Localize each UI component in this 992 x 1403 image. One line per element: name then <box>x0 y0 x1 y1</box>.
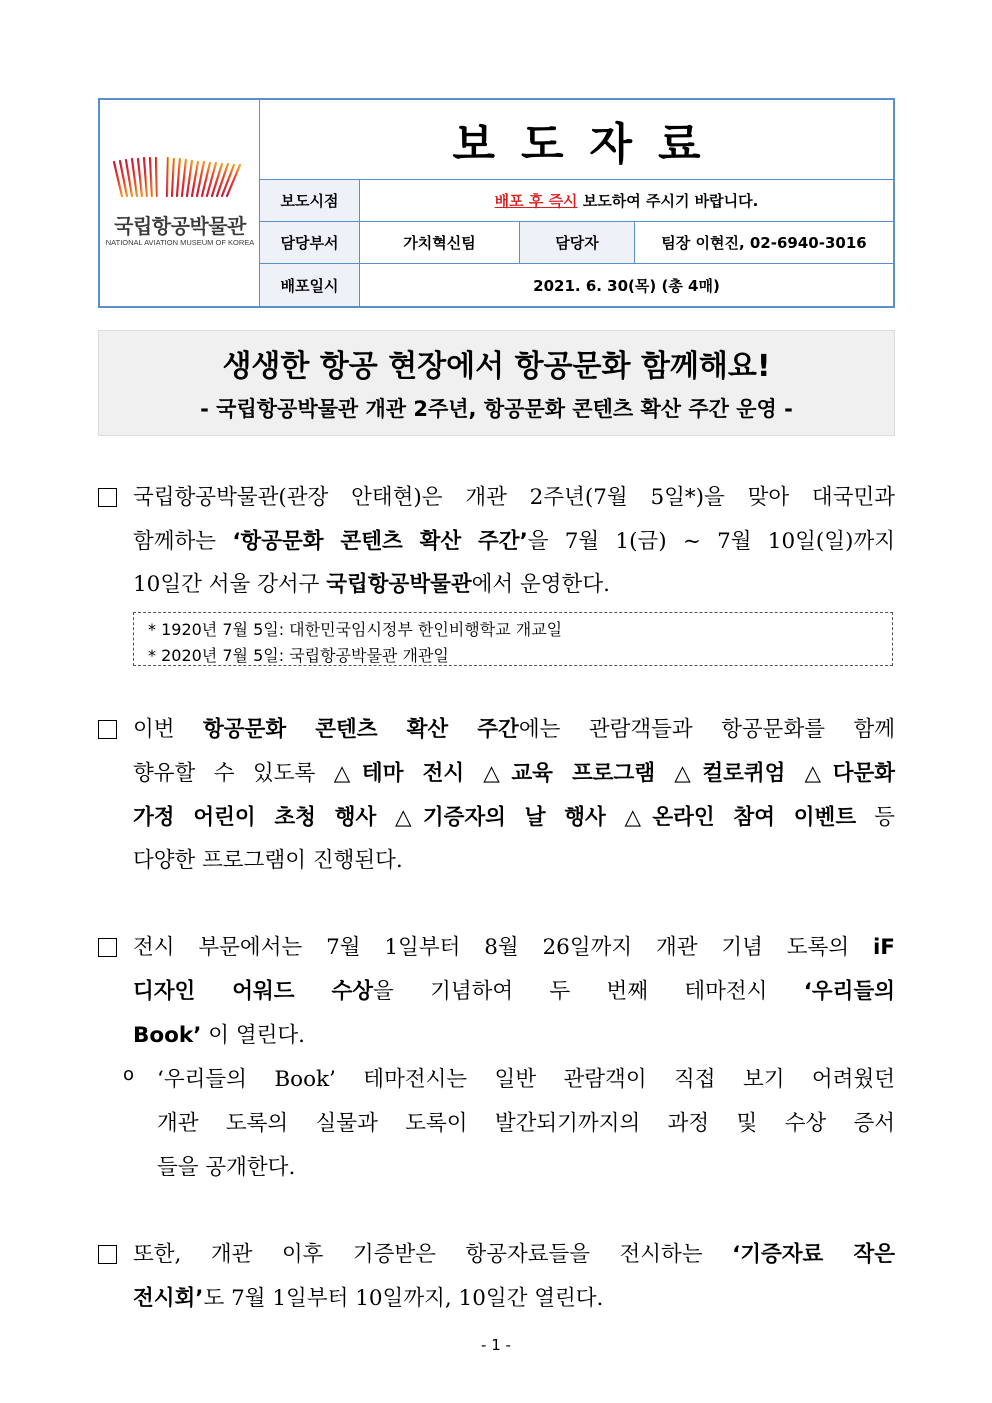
headline-sub: - 국립항공박물관 개관 2주년, 항공문화 콘텐츠 확산 주간 운영 - <box>200 397 793 421</box>
p1-text: 에서 운영한다. <box>471 572 610 597</box>
p2-line1 <box>133 712 895 743</box>
p1-bold-campaign: ‘항공문화 콘텐츠 확산 주간’ <box>232 529 528 554</box>
p3-sub-line1: ‘우리들의 Book’ 테마전시는 일반 관람객이 직접 보기 어려웠던 <box>157 1067 895 1092</box>
header-table <box>98 98 895 308</box>
p1-bold-museum: 국립항공박물관 <box>326 572 472 597</box>
distribution-date-label: 배포일시 <box>260 264 360 306</box>
p2-bold-programs: △테마 전시 △교육 프로그램 △컬로퀴엄 △다문화 <box>333 761 896 786</box>
p4-text: 또한, 개관 이후 기증받은 항공자료들을 전시하는 <box>133 1242 733 1267</box>
release-rest: 보도하여 주시기 바랍니다. <box>577 192 759 210</box>
department-row <box>260 222 893 264</box>
p4-line2 <box>133 1281 603 1312</box>
department-value: 가치혁신팀 <box>360 222 520 263</box>
logo-cell <box>100 100 260 306</box>
p2-bold-programs: 가정 어린이 초청 행사 △기증자의 날 행사 △온라인 참여 이벤트 <box>133 805 857 830</box>
p1-line3 <box>133 567 610 598</box>
checkbox-icon <box>98 488 117 507</box>
p3-bold-if: iF <box>872 935 895 960</box>
p2-line4: 다양한 프로그램이 진행된다. <box>133 848 403 873</box>
p3-text: 이 열린다. <box>201 1023 305 1048</box>
release-time-label: 보도시점 <box>260 180 360 221</box>
contact-label: 담당자 <box>520 222 635 263</box>
contact-value: 팀장 이현진, 02-6940-3016 <box>661 234 867 252</box>
p2-text: 등 <box>856 805 895 830</box>
p3-text: 을 기념하여 두 번째 테마전시 <box>373 979 804 1004</box>
distribution-date-value: 2021. 6. 30(목) (총 4매) <box>533 276 720 295</box>
p2-text: 향유할 수 있도록 <box>133 761 334 786</box>
p1-line1: 국립항공박물관(관장 안태현)은 개관 2주년(7월 5일*)을 맞아 대국민과 <box>133 485 895 510</box>
p3-line1 <box>133 930 895 961</box>
checkbox-icon <box>98 1245 117 1264</box>
department-label: 담당부서 <box>260 222 360 263</box>
p4-bold-exhibit: 전시회’ <box>133 1286 204 1311</box>
p3-text: 전시 부문에서는 7월 1일부터 8월 26일까지 개관 기념 도록의 <box>133 935 873 960</box>
logo-korean-name: 국립항공박물관 <box>114 214 246 238</box>
page-title: 보도자료 <box>452 118 727 170</box>
p3-sub-line2: 개관 도록의 실물과 도록이 발간되기까지의 과정 및 수상 증서 <box>157 1111 895 1136</box>
bullet-circle-icon: o <box>123 1064 135 1085</box>
release-highlight: 배포 후 즉시 <box>494 192 578 210</box>
p1-text: 을 7월 1(금) ~ 7월 10일(일)까지 <box>527 529 895 554</box>
p1-text: 함께하는 <box>133 529 233 554</box>
release-time-row <box>260 180 893 222</box>
headline-box <box>98 330 895 436</box>
p4-bold-exhibit: ‘기증자료 작은 <box>732 1242 895 1267</box>
museum-logo-icon <box>110 152 250 207</box>
checkbox-icon <box>98 720 117 739</box>
distribution-date-row <box>260 264 893 306</box>
title-cell <box>260 100 893 180</box>
footnote-1: * 1920년 7월 5일: 대한민국임시정부 한인비행학교 개교일 <box>148 620 563 639</box>
p3-bold-exhibit: ‘우리들의 <box>803 979 895 1004</box>
headline-main: 생생한 항공 현장에서 항공문화 함께해요! <box>222 349 771 384</box>
footnote-2: * 2020년 7월 5일: 국립항공박물관 개관일 <box>148 646 449 665</box>
p3-line3 <box>133 1018 305 1049</box>
p2-text: 이번 <box>133 717 204 742</box>
p1-line2 <box>133 524 895 555</box>
p3-bold-award: 디자인 어워드 수상 <box>133 979 374 1004</box>
p1-text: 10일간 서울 강서구 <box>133 572 327 597</box>
page-number: - 1 - <box>481 1336 511 1354</box>
p4-line1 <box>133 1237 895 1268</box>
p3-line2 <box>133 974 895 1005</box>
p2-text: 에는 관람객들과 항공문화를 함께 <box>518 717 895 742</box>
footnote-box <box>133 612 893 666</box>
p4-text: 도 7월 1일부터 10일까지, 10일간 열린다. <box>203 1286 604 1311</box>
p2-line2 <box>133 756 895 787</box>
p3-bold-book: Book’ <box>133 1023 202 1048</box>
checkbox-icon <box>98 938 117 957</box>
release-time-value <box>360 180 893 221</box>
p2-bold-campaign: 항공문화 콘텐츠 확산 주간 <box>203 717 519 742</box>
logo-english-name: NATIONAL AVIATION MUSEUM OF KOREA <box>105 238 255 247</box>
p2-line3 <box>133 800 895 831</box>
p3-sub-line3: 들을 공개한다. <box>157 1155 296 1180</box>
